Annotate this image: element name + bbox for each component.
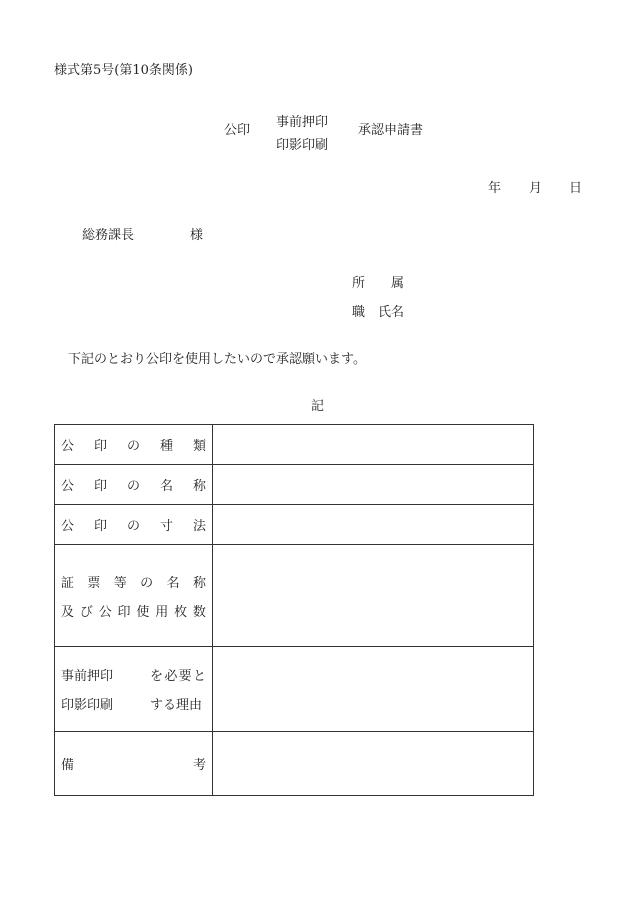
label-char: 法 — [192, 519, 206, 534]
label-char: 考 — [192, 758, 206, 773]
label-char: 名 — [159, 479, 173, 494]
table-row — [55, 545, 534, 647]
label-char: 公 — [61, 519, 75, 534]
label-seal-type — [55, 425, 213, 465]
date-month-label: 月 — [529, 181, 543, 196]
applicant-position-name-label: 職 氏名 — [352, 305, 405, 320]
title-prefix: 公印 — [224, 123, 251, 138]
title-suffix: 承認申請書 — [358, 123, 424, 138]
label-reason — [55, 647, 213, 732]
reason-left-line-1: 事前押印 — [61, 669, 114, 684]
label-char: 印 — [117, 604, 131, 620]
label-char: 寸 — [159, 519, 173, 534]
value-seal-name[interactable] — [213, 465, 534, 505]
label-char: 名 — [166, 575, 180, 591]
label-char: 数 — [192, 604, 206, 620]
table-row — [55, 425, 534, 465]
date-day-label: 日 — [569, 181, 583, 196]
label-char: の — [126, 519, 140, 534]
value-reason[interactable] — [213, 647, 534, 732]
addressee-name: 総務課長 — [82, 228, 135, 243]
addressee-honorific: 様 — [190, 228, 204, 243]
label-char: 備 — [61, 758, 75, 773]
label-char: の — [126, 439, 140, 454]
application-table — [54, 424, 534, 796]
label-char: 類 — [192, 439, 206, 454]
label-remarks — [55, 732, 213, 796]
ki-heading: 記 — [311, 399, 325, 414]
reason-right-line-2: する理由 — [150, 698, 203, 713]
label-char: 票 — [87, 575, 101, 591]
reason-left-line-2: 印影印刷 — [61, 698, 114, 713]
label-char: の — [140, 575, 154, 591]
label-char: 印 — [93, 519, 107, 534]
value-remarks[interactable] — [213, 732, 534, 796]
value-certificate-name-and-count[interactable] — [213, 545, 534, 647]
label-char: 公 — [61, 439, 75, 454]
label-char: び — [79, 604, 93, 620]
table-row — [55, 647, 534, 732]
label-char: 及 — [61, 604, 75, 620]
label-char: 印 — [93, 479, 107, 494]
label-char: 必 — [164, 669, 178, 684]
label-char: 用 — [155, 604, 169, 620]
table-row — [55, 465, 534, 505]
table-row — [55, 505, 534, 545]
label-char: 称 — [192, 575, 206, 591]
label-char: 印 — [93, 439, 107, 454]
label-char: 使 — [136, 604, 150, 620]
label-char: 等 — [113, 575, 127, 591]
label-char: 公 — [98, 604, 112, 620]
value-seal-size[interactable] — [213, 505, 534, 545]
label-char: と — [192, 669, 206, 684]
label-char: を — [150, 669, 164, 684]
date-year-label: 年 — [488, 181, 502, 196]
label-char: 公 — [61, 479, 75, 494]
label-char: 枚 — [174, 604, 188, 620]
value-seal-type[interactable] — [213, 425, 534, 465]
label-certificate-name-and-count — [55, 545, 213, 647]
label-char: 種 — [159, 439, 173, 454]
form-number: 様式第5号(第10条関係) — [54, 63, 193, 78]
title-stacked — [276, 111, 328, 157]
label-char: 証 — [61, 575, 75, 591]
label-seal-name — [55, 465, 213, 505]
request-statement: 下記のとおり公印を使用したいので承認願います。 — [68, 352, 366, 367]
label-char: 称 — [192, 479, 206, 494]
label-seal-size — [55, 505, 213, 545]
label-char: 要 — [178, 669, 192, 684]
applicant-affiliation-label: 所 属 — [352, 276, 405, 291]
label-char: の — [126, 479, 140, 494]
title-stacked-line-2: 印影印刷 — [276, 138, 329, 153]
title-stacked-line-1: 事前押印 — [276, 115, 329, 130]
table-row — [55, 732, 534, 796]
